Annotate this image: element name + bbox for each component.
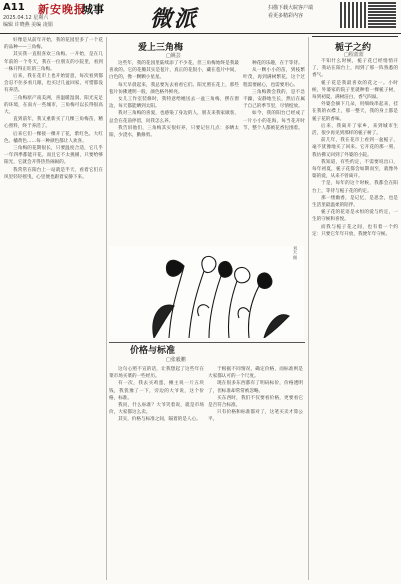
paragraph: 女儿工作室装修时，我特意给她送去一盆三角梅，摆在窗边，每天都能晒到太阳。 [109, 97, 239, 110]
paragraph: 而我与栀子花之间，也有着一个约定：只要它年年开放，我便年年守候。 [312, 224, 398, 237]
paragraph: 好像是从前年开始，我的花园里多了一个花的品种——三角梅。 [4, 38, 103, 51]
paragraph: 现在很多东西都有了明码标价，价格透明了，但标准却常常被忽略。 [208, 381, 303, 394]
paragraph: 只有价格和标准都对了，这笔买卖才算公平。 [208, 410, 303, 423]
plum-article-middle-column [109, 60, 239, 240]
paragraph: 三角梅的花期很长，只要温度合适，它几乎一年四季都能开花。而且它不太挑剔，只要给够阳光，它就会开得热热闹闹的。 [4, 146, 103, 166]
paragraph: 我常常在阳台上一站就是半天，看着它们在风里轻轻摇曳，心里便也跟着安静下来。 [4, 167, 103, 180]
paragraph: 每天早晨起来，我总要先去看看它们。阳光照在花上，那些苞片仿佛透明一般，颜色格外鲜亮。 [109, 82, 239, 95]
paragraph: 不知什么时候，栀子花已经悄悄开了，我站在阳台上，闻到了那一阵熟悉的香气。 [312, 59, 398, 79]
plum-article-right-column [243, 60, 305, 242]
article-top-rule [312, 36, 398, 37]
paragraph: 我对三角梅的喜爱，也感染了身边的人，朋友来我家做客，总会在花前停留，问我怎么养。 [109, 111, 239, 124]
article-author: □张毅鹏 [166, 357, 186, 363]
issue-date: 2025.04.12 星期六 [3, 15, 49, 21]
paragraph: 于是，每年的这个时候，我都会在阳台上，等待与栀子花的约定。 [312, 181, 398, 194]
column-divider [308, 37, 309, 580]
paragraph: 其实我一直很喜欢三角梅。一开始，是在几年前的一个冬天，我在一位朋友的小院里，看到一株开得正旺的三角梅。 [4, 52, 103, 72]
app-qr-code-icon[interactable] [368, 2, 396, 28]
paragraph: 这句心照不宣的话，让我想起了这些年在菜市场买菜的一些经历。 [109, 367, 204, 380]
paragraph: 其实，价格与标准之间，隔着的是人心。 [118, 417, 201, 423]
price-article-right-column [208, 366, 303, 580]
article-author: □程蓝蓝 [344, 52, 364, 58]
paragraph: 外婆会摘下几朵，用细线串起来，挂在我的衣襟上，那一整天，我的身上都是栀子花的香味。 [312, 102, 398, 122]
article-author: □姚芸 [166, 53, 181, 59]
promo-line: 看更多精彩内容 [268, 13, 304, 19]
calla-lily-illustration [109, 246, 304, 338]
newspaper-name: 新安晚报 [38, 3, 86, 16]
paragraph: 前几年，我在花市上看到一盆栀子，毫不犹豫地买了回来。它开花的那一刻，我仿佛又回到了外婆的小院。 [312, 138, 398, 158]
paragraph: 我知道，有些约定，不需要说出口，每年初夏，栀子花都会如期而至，就像外婆的爱，从来不曾离开。 [312, 159, 398, 180]
column-brand: 微派 [150, 6, 199, 32]
editor-credit: 编辑 许晓燕 美编 凌娟 [3, 22, 53, 28]
article-title[interactable]: 爱上三角梅 [138, 43, 184, 53]
paragraph: 种花的乐趣，在于等待。 [252, 61, 303, 66]
paragraph: 栀子花的花语是永恒的爱与约定，一生的守候和喜悦。 [312, 210, 398, 223]
paragraph: 这些年，我的花园里陆续添了不少花，但三角梅始终是我最喜欢的。它的花瓣其实是苞片，真正的花很小，藏在苞片中间，白色的，像一颗颗小星星。 [109, 61, 239, 81]
paragraph: 从一颗小小的苗，到枝繁叶茂，再到满树繁花，这个过程需要耐心，也需要用心。 [243, 68, 305, 88]
app-promo [268, 4, 338, 20]
promo-line: 扫描下载大皖客户端 [268, 5, 314, 11]
qr-code-icon[interactable] [340, 2, 366, 28]
paragraph: 三角梅原产南美洲，喜温暖湿润、阳光充足的环境，在南方一些城市，三角梅可以长得很高大。 [4, 95, 103, 116]
page-number: A11 [3, 2, 25, 13]
paragraph: 那一缕幽香，是记忆，是思念，也是生活里最温柔的陪伴。 [312, 195, 398, 209]
gardenia-article-body [312, 58, 398, 580]
photo-credit: 刘天 摄 [293, 246, 298, 260]
paragraph: 三角梅教会我的，是不急不躁，安静地生长，然后在属于自己的季节里，尽情绽放。 [243, 89, 305, 110]
paragraph: 我问，什么标准？大爷笑着说，就是市场价，大家都这么卖。 [109, 403, 204, 416]
section-name: 城事 [82, 3, 104, 16]
article-title[interactable]: 价格与标准 [130, 346, 176, 356]
flower-drawing [109, 246, 304, 338]
paragraph: 直到前年，我又重新买了几棵三角梅苗，精心照料，终于养活了。 [4, 117, 103, 130]
article-title[interactable]: 栀子之约 [335, 43, 372, 53]
masthead-divider [0, 33, 401, 34]
paragraph: 后来它们一棵接一棵开了花，紫红色、大红色、橘黄色……每一种颜色都让人欢喜。 [4, 131, 103, 144]
plum-article-left-column [4, 37, 103, 577]
paragraph: 我告诉他们，三角梅其实很好养，只要记住几点：多晒太阳，少浇水，勤修剪。 [109, 125, 239, 139]
masthead [0, 0, 401, 34]
paragraph: 有一次，我去买鸡蛋，摊主说一斤五块钱，我犹豫了一下，旁边的大爷说，这个价格，标准。 [109, 381, 204, 401]
paragraph: 后来，我离开了家乡，来到城市生活，很少再见到那样的栀子树了。 [312, 123, 398, 137]
paragraph: 于根据不同情况，确定价格，而标准则是大家都认可的一个尺度。 [208, 367, 303, 380]
paragraph: 买东西时，我们不仅要看价格，更要看它是否符合标准。 [208, 395, 303, 409]
paragraph: 后来，我在花市上也开始留意，每次看到都会忍不住多看几眼，也买过几盆回家，可惜都没有养活。 [4, 74, 103, 94]
paragraph: 栀子花是我最喜欢的花之一。小时候，外婆家的院子里就种着一棵栀子树，每到初夏，满树洁白，香气四溢。 [312, 80, 398, 101]
paragraph: 如今，我的阳台已经成了一片小小的花海，每当花开时节，整个人都被花香包围着。 [243, 111, 305, 131]
column-divider [106, 37, 107, 580]
price-article-left-column [109, 366, 204, 580]
